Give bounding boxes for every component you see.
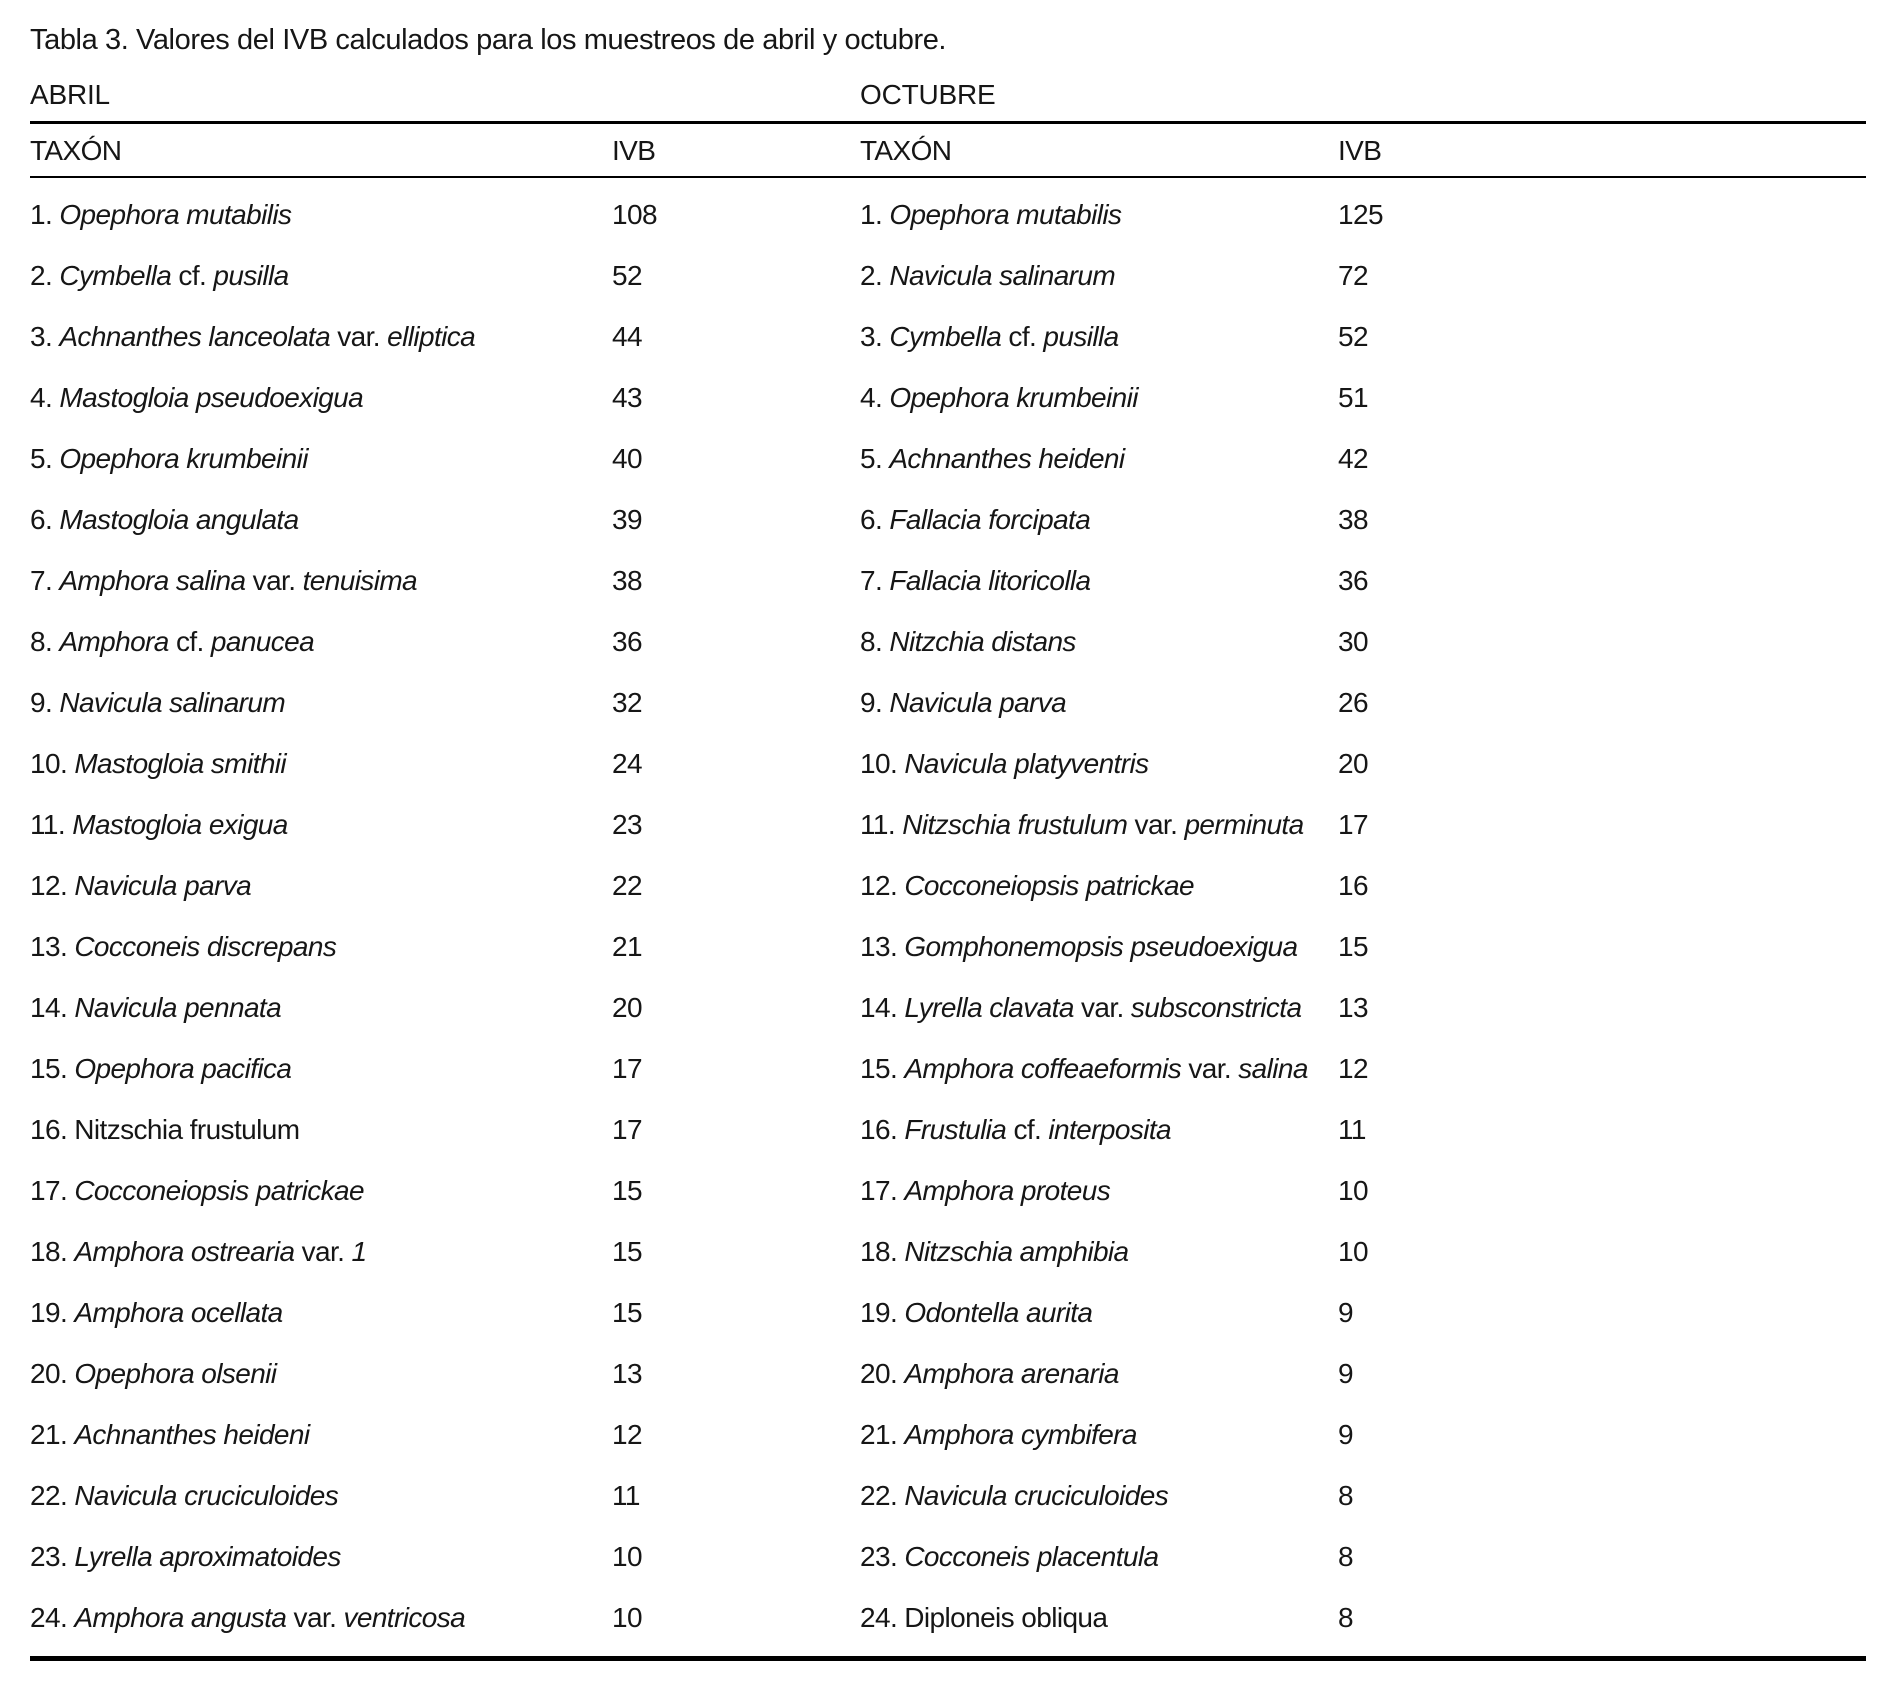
taxon-cell [30, 1282, 612, 1343]
taxon-cell [860, 611, 1338, 672]
taxon-cell [860, 1160, 1338, 1221]
taxon-text: 2. [30, 259, 60, 291]
taxon-cell [30, 1587, 612, 1648]
taxon-text: Amphora coffeaeformis [904, 1052, 1182, 1084]
taxon-cell [860, 1526, 1338, 1587]
taxon-text: elliptica [387, 320, 476, 352]
taxon-text: Opephora krumbeinii [59, 442, 308, 474]
taxon-text: panucea [210, 625, 315, 657]
taxon-text: Frustulia [904, 1113, 1007, 1145]
taxon-text: cf. [168, 625, 211, 657]
taxon-text: 22. [30, 1479, 75, 1511]
table-caption: Tabla 3. Valores del IVB calculados para los muestreos de abril y octubre. [30, 24, 947, 56]
taxon-cell [860, 794, 1338, 855]
taxon-text: Opephora olsenii [74, 1357, 277, 1389]
taxon-text: 24. [30, 1601, 75, 1633]
taxon-cell [30, 916, 612, 977]
ivb-cell: 8 [1338, 1479, 1353, 1511]
taxon-cell [30, 855, 612, 916]
taxon-cell [860, 1282, 1338, 1343]
taxon-text: 1. [30, 198, 60, 230]
taxon-text: 17. [30, 1174, 75, 1206]
taxon-text: 13. [30, 930, 75, 962]
taxon-text: var. [1073, 991, 1131, 1023]
taxon-text: var. [286, 1601, 344, 1633]
taxon-cell [860, 916, 1338, 977]
taxon-text: 8. [860, 625, 890, 657]
taxon-text: 17. [860, 1174, 905, 1206]
table-body [30, 178, 1866, 1661]
taxon-text: 15. [860, 1052, 905, 1084]
taxon-cell [30, 1526, 612, 1587]
taxon-text: 18. [860, 1235, 905, 1267]
taxon-text: 23. [860, 1540, 905, 1572]
taxon-text: 21. [860, 1418, 905, 1450]
taxon-cell [860, 1221, 1338, 1282]
taxon-text: 3. [860, 320, 890, 352]
ivb-cell: 10 [1338, 1235, 1368, 1267]
taxon-text: 9. [860, 686, 890, 718]
taxon-text: Navicula cruciculoides [904, 1479, 1169, 1511]
ivb-cell: 11 [1338, 1113, 1366, 1145]
taxon-cell [30, 1465, 612, 1526]
taxon-text: Fallacia forcipata [889, 503, 1091, 535]
column-header-row [30, 124, 1866, 178]
taxon-text: 13. [860, 930, 905, 962]
ivb-cell: 15 [1338, 930, 1368, 962]
taxon-text: Amphora proteus [904, 1174, 1111, 1206]
ivb-cell: 72 [1338, 259, 1368, 291]
ivb-cell: 52 [612, 259, 642, 291]
ivb-cell: 15 [612, 1235, 642, 1267]
taxon-text: Mastogloia pseudoexigua [59, 381, 364, 413]
ivb-cell: 36 [612, 625, 642, 657]
taxon-text: 21. [30, 1418, 75, 1450]
ivb-cell: 12 [612, 1418, 642, 1450]
taxon-text: 4. [30, 381, 60, 413]
ivb-cell: 36 [1338, 564, 1368, 596]
taxon-text: Mastogloia angulata [59, 503, 299, 535]
taxon-text: Navicula cruciculoides [74, 1479, 339, 1511]
taxon-text: Odontella aurita [904, 1296, 1093, 1328]
taxon-cell [30, 1038, 612, 1099]
ivb-cell: 11 [612, 1479, 640, 1511]
taxon-text: 2. [860, 259, 890, 291]
taxon-text: subsconstricta [1130, 991, 1302, 1023]
taxon-text: 18. [30, 1235, 75, 1267]
taxon-cell [30, 306, 612, 367]
taxon-text: var. [330, 320, 388, 352]
ivb-cell: 17 [612, 1052, 642, 1084]
ivb-cell: 9 [1338, 1296, 1353, 1328]
taxon-text: Amphora ostrearia [74, 1235, 295, 1267]
taxon-text: Cocconeis placentula [904, 1540, 1159, 1572]
taxon-text: Nitzschia amphibia [904, 1235, 1129, 1267]
taxon-text: 3. [30, 320, 60, 352]
ivb-cell: 52 [1338, 320, 1368, 352]
ivb-cell: 44 [612, 320, 642, 352]
ivb-cell: 13 [612, 1357, 642, 1389]
taxon-cell [860, 428, 1338, 489]
taxon-text: cf. [1006, 1113, 1049, 1145]
ivb-cell: 9 [1338, 1357, 1353, 1389]
taxon-cell [30, 184, 612, 245]
taxon-cell [860, 1587, 1338, 1648]
taxon-cell [30, 489, 612, 550]
taxon-text: Navicula parva [889, 686, 1067, 718]
taxon-cell [860, 550, 1338, 611]
taxon-cell [860, 977, 1338, 1038]
taxon-text: 11. [860, 808, 903, 840]
taxon-cell [30, 733, 612, 794]
taxon-text: interposita [1048, 1113, 1171, 1145]
taxon-text: 10. [30, 747, 75, 779]
taxon-text: 7. [30, 564, 60, 596]
taxon-text: var. [1127, 808, 1185, 840]
taxon-cell [30, 672, 612, 733]
taxon-text: Amphora cymbifera [904, 1418, 1137, 1450]
taxon-text: Achnanthes heideni [74, 1418, 310, 1450]
taxon-text: Nitzschia frustulum [902, 808, 1128, 840]
taxon-cell [30, 367, 612, 428]
taxon-text: 6. [30, 503, 60, 535]
taxon-text: Navicula salinarum [59, 686, 286, 718]
taxon-cell [860, 489, 1338, 550]
taxon-cell [860, 1465, 1338, 1526]
ivb-cell: 32 [612, 686, 642, 718]
taxon-cell [860, 184, 1338, 245]
ivb-cell: 10 [612, 1540, 642, 1572]
ivb-cell: 17 [1338, 808, 1368, 840]
taxon-cell [860, 1038, 1338, 1099]
column-header-taxon-abril: TAXÓN [30, 135, 122, 166]
ivb-cell: 39 [612, 503, 642, 535]
ivb-cell: 9 [1338, 1418, 1353, 1450]
taxon-text: 5. [30, 442, 60, 474]
ivb-cell: 16 [1338, 869, 1368, 901]
taxon-cell [860, 672, 1338, 733]
taxon-text: Nitzchia distans [889, 625, 1076, 657]
taxon-text: Cocconeis discrepans [74, 930, 337, 962]
taxon-text: 11. [30, 808, 73, 840]
ivb-cell: 20 [612, 991, 642, 1023]
taxon-text: Navicula parva [74, 869, 252, 901]
ivb-cell: 26 [1338, 686, 1368, 718]
ivb-cell: 20 [1338, 747, 1368, 779]
ivb-cell: 43 [612, 381, 642, 413]
ivb-cell: 8 [1338, 1540, 1353, 1572]
taxon-text: Opephora mutabilis [889, 198, 1122, 230]
taxon-text: 19. [30, 1296, 75, 1328]
taxon-text: Opephora pacifica [74, 1052, 292, 1084]
taxon-cell [860, 1343, 1338, 1404]
ivb-cell: 22 [612, 869, 642, 901]
taxon-text: 14. [860, 991, 905, 1023]
ivb-table [30, 79, 1866, 1661]
ivb-cell: 8 [1338, 1601, 1353, 1633]
ivb-cell: 12 [1338, 1052, 1368, 1084]
taxon-text: cf. [171, 259, 214, 291]
taxon-text: Fallacia litoricolla [889, 564, 1091, 596]
taxon-text: tenuisima [302, 564, 418, 596]
ivb-cell: 42 [1338, 442, 1368, 474]
taxon-cell [30, 1343, 612, 1404]
taxon-text: Gomphonemopsis pseudoexigua [904, 930, 1298, 962]
taxon-text: Opephora mutabilis [59, 198, 292, 230]
ivb-cell: 10 [612, 1601, 642, 1633]
taxon-text: var. [245, 564, 303, 596]
taxon-text: 5. [860, 442, 890, 474]
column-header-ivb-abril: IVB [612, 135, 656, 166]
taxon-text: 15. [30, 1052, 75, 1084]
column-header-ivb-octubre: IVB [1338, 135, 1382, 166]
taxon-text: 20. [860, 1357, 905, 1389]
taxon-text: Lyrella aproximatoides [74, 1540, 341, 1572]
taxon-cell [860, 367, 1338, 428]
taxon-text: Amphora [59, 625, 169, 657]
taxon-text: 6. [860, 503, 890, 535]
taxon-cell [860, 733, 1338, 794]
taxon-text: Achnanthes heideni [889, 442, 1125, 474]
taxon-text: Cymbella [59, 259, 172, 291]
taxon-text: Achnanthes lanceolata [59, 320, 331, 352]
section-header-octubre: OCTUBRE [860, 79, 996, 110]
taxon-text: pusilla [1043, 320, 1119, 352]
taxon-text: 20. [30, 1357, 75, 1389]
taxon-text: 12. [30, 869, 75, 901]
taxon-text: 1. [860, 198, 890, 230]
ivb-cell: 13 [1338, 991, 1368, 1023]
taxon-text: Navicula pennata [74, 991, 282, 1023]
taxon-cell [30, 550, 612, 611]
section-header-abril: ABRIL [30, 79, 110, 110]
taxon-text: Mastogloia smithii [74, 747, 287, 779]
ivb-cell: 38 [612, 564, 642, 596]
ivb-cell: 15 [612, 1174, 642, 1206]
taxon-text: 24. Diploneis obliqua [860, 1601, 1108, 1633]
taxon-cell [30, 1221, 612, 1282]
taxon-text: Amphora salina [59, 564, 246, 596]
taxon-text: 1 [351, 1235, 367, 1267]
ivb-cell: 15 [612, 1296, 642, 1328]
ivb-cell: 51 [1338, 381, 1368, 413]
taxon-text: Amphora arenaria [904, 1357, 1119, 1389]
ivb-cell: 10 [1338, 1174, 1368, 1206]
ivb-cell: 23 [612, 808, 642, 840]
taxon-cell [30, 1160, 612, 1221]
taxon-text: var. [294, 1235, 352, 1267]
taxon-text: Amphora ocellata [74, 1296, 283, 1328]
taxon-text: Cocconeiopsis patrickae [904, 869, 1195, 901]
taxon-text: 22. [860, 1479, 905, 1511]
taxon-cell [30, 977, 612, 1038]
taxon-text: Opephora krumbeinii [889, 381, 1138, 413]
taxon-text: 4. [860, 381, 890, 413]
taxon-text: 10. [860, 747, 905, 779]
taxon-cell [860, 245, 1338, 306]
ivb-cell: 17 [612, 1113, 642, 1145]
taxon-cell [860, 1404, 1338, 1465]
taxon-text: ventricosa [343, 1601, 466, 1633]
ivb-cell: 38 [1338, 503, 1368, 535]
ivb-cell: 125 [1338, 198, 1383, 230]
ivb-cell: 30 [1338, 625, 1368, 657]
taxon-text: cf. [1001, 320, 1044, 352]
taxon-text: 19. [860, 1296, 905, 1328]
taxon-text: Cocconeiopsis patrickae [74, 1174, 365, 1206]
taxon-text: 8. [30, 625, 60, 657]
ivb-cell: 21 [612, 930, 642, 962]
ivb-cell: 24 [612, 747, 642, 779]
column-header-taxon-octubre: TAXÓN [860, 135, 952, 166]
taxon-cell [30, 428, 612, 489]
taxon-text: pusilla [213, 259, 289, 291]
taxon-text: Cymbella [889, 320, 1002, 352]
taxon-text: Amphora angusta [74, 1601, 287, 1633]
taxon-text: 9. [30, 686, 60, 718]
taxon-text: Mastogloia exigua [72, 808, 288, 840]
taxon-text: perminuta [1184, 808, 1304, 840]
taxon-cell [30, 245, 612, 306]
section-header-row [30, 79, 1866, 124]
taxon-cell [860, 306, 1338, 367]
taxon-text: salina [1238, 1052, 1308, 1084]
taxon-text: 16. [860, 1113, 905, 1145]
taxon-text: 7. [860, 564, 890, 596]
taxon-text: var. [1181, 1052, 1239, 1084]
taxon-cell [30, 794, 612, 855]
taxon-text: Navicula platyventris [904, 747, 1149, 779]
taxon-text: Lyrella clavata [904, 991, 1074, 1023]
taxon-cell [860, 1099, 1338, 1160]
taxon-text: 16. Nitzschia frustulum [30, 1113, 300, 1145]
taxon-cell [30, 611, 612, 672]
taxon-cell [30, 1404, 612, 1465]
taxon-text: Navicula salinarum [889, 259, 1116, 291]
taxon-cell [860, 855, 1338, 916]
taxon-cell [30, 1099, 612, 1160]
taxon-text: 23. [30, 1540, 75, 1572]
taxon-text: 12. [860, 869, 905, 901]
taxon-text: 14. [30, 991, 75, 1023]
ivb-cell: 40 [612, 442, 642, 474]
ivb-cell: 108 [612, 198, 657, 230]
